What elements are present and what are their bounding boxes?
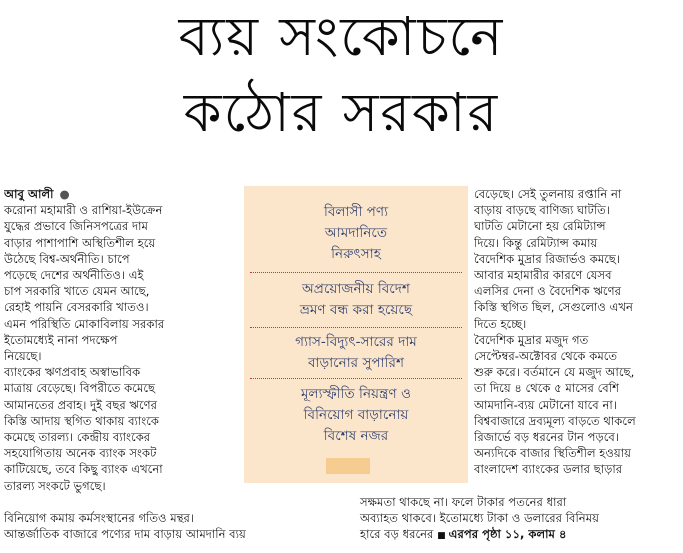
body-line: আমদানি-ব্যয় মেটানো যাবে না।	[474, 397, 617, 412]
body-line: রেহাই পায়নি বেসরকারি খাতও।	[4, 300, 149, 315]
body-line: বেড়েছে। সেই তুলনায় রপ্তানি না	[474, 187, 622, 201]
dotted-divider	[250, 327, 462, 328]
headline-line-2: কঠোর সরকার	[183, 81, 500, 144]
highlight-item	[244, 384, 468, 447]
bottom-line-1-left: বিনিয়োগ কমায় কর্মসংস্থানের গতিও মন্থর।	[4, 511, 195, 525]
body-line: কমেছে তারল্য। কেন্দ্রীয় ব্যাংকের	[4, 430, 151, 445]
body-line: সহযোগিতায় অনেক ব্যাংক সংকট	[4, 446, 157, 461]
headline-line-1: ব্যয় সংকোচনে	[178, 5, 505, 68]
highlight-item	[244, 279, 468, 321]
highlight-item	[244, 332, 468, 374]
body-line: সেপ্টেম্বর-অক্টোবর থেকে কমতে	[474, 349, 618, 364]
highlight-line: ভ্রমণ বন্ধ করা হয়েছে	[299, 302, 413, 318]
body-line: পড়েছে দেশের অর্থনীতিও। এই	[4, 268, 144, 283]
body-line: করোনা মহামারী ও রাশিয়া-ইউক্রেন	[4, 203, 163, 218]
decorative-swatch	[326, 458, 370, 474]
triangle-icon: ■	[437, 531, 446, 542]
body-line: উঠেছে বিশ্ব-অর্থনীতি। চাপে	[4, 251, 130, 266]
body-line: তা দিয়ে ৪ থেকে ৫ মাসের বেশি	[474, 381, 619, 396]
highlight-line: মূল্যস্ফীতি নিয়ন্ত্রণ ও	[300, 386, 412, 402]
highlight-line: বিলাসী পণ্য	[323, 204, 389, 220]
body-line: নিয়েছে।	[4, 349, 42, 364]
body-line: বাড়ায় বাড়ছে বাণিজ্য ঘাটতি।	[474, 203, 610, 218]
highlight-line: অপ্রয়োজনীয় বিদেশ	[302, 281, 410, 297]
right-column	[474, 186, 680, 478]
body-line: বাংলাদেশ ব্যাংকের ডলার ছাড়ার	[474, 462, 623, 477]
body-line: ইতোমধ্যেই নানা পদক্ষেপ	[4, 332, 118, 347]
body-line: অন্যদিকে বাজার স্থিতিশীল হওয়ায়	[474, 446, 631, 461]
bottom-line-2-left: আন্তর্জাতিক বাজারে পণ্যের দাম বাড়ায় আমদানি ব্যয়	[4, 527, 246, 542]
body-line: কাটিয়েছে, তবে কিছু ব্যাংক এখনো	[4, 462, 163, 477]
dotted-divider	[250, 272, 462, 273]
highlight-line: বাড়ানোর সুপারিশ	[307, 355, 405, 371]
body-line: বৈদেশিক মুদ্রার মজুদ গত	[474, 332, 589, 347]
left-column	[4, 186, 240, 494]
body-line: ব্যাংকের ঋণপ্রবাহ অস্বাভাবিক	[4, 365, 141, 380]
highlight-line: বিনিয়োগ বাড়ানোয়	[303, 407, 409, 423]
bottom-right-line-3-text: হারে বড় ধরনের	[360, 527, 434, 542]
continued-note	[437, 527, 566, 541]
body-line: এলসির দেনা ও বৈদেশিক ঋণের	[474, 284, 621, 299]
body-line: এমন পরিস্থিতি মোকাবিলায় সরকার	[4, 316, 165, 331]
body-line: বৈদেশিক মুদ্রার রিজার্ভও কমছে।	[474, 251, 621, 266]
continued-text: এরপর পৃষ্ঠা ১১, কলাম ৪	[448, 527, 567, 542]
highlight-line: গ্যাস-বিদ্যুৎ-সারের দাম	[295, 334, 417, 350]
highlights-box	[244, 186, 468, 483]
bottom-right-line-1: সক্ষমতা থাকছে না। ফলে টাকার পতনের ধারা	[360, 495, 567, 509]
highlight-line: বিশেষ নজর	[323, 428, 389, 444]
body-line: ঘাটতি মেটানো হয় রেমিট্যান্স	[474, 219, 606, 234]
body-line: দিয়ে। কিন্তু রেমিট্যান্স কমায়	[474, 235, 598, 250]
bottom-right-block	[360, 494, 680, 545]
body-line: কিস্তি স্থগিত ছিল, সেগুলোও এখন	[474, 300, 633, 315]
dotted-divider	[250, 378, 462, 379]
body-line: আমানতের প্রবাহ। দুই বছর ঋণের	[4, 397, 158, 412]
body-line: তারল্য সংকটে ভুগছে।	[4, 478, 106, 493]
body-line: কিস্তি আদায় স্থগিত থাকায় ব্যাংকে	[4, 413, 160, 428]
body-line: রিজার্ভে বড় ধরনের টান পড়বে।	[474, 430, 620, 445]
byline: আবু আলী ●	[4, 187, 70, 201]
body-line: বিশ্ববাজারে দ্রব্যমূল্য বাড়তে থাকলে	[474, 413, 636, 428]
body-line: মাত্রায় বেড়েছে। বিপরীতে কমেছে	[4, 381, 156, 396]
bullet-icon: ●	[55, 187, 70, 201]
highlight-item	[244, 202, 468, 265]
bottom-right-line-2: অব্যাহত থাকবে। ইতোমধ্যে টাকা ও ডলারের বিনিময়	[360, 511, 599, 526]
body-line: বাড়ার পাশাপাশি অস্থিতিশীল হয়ে	[4, 235, 156, 250]
highlight-line: নিরুৎসাহ	[331, 246, 381, 262]
highlight-line: আমদানিতে	[324, 225, 388, 241]
bottom-right-line-3	[360, 526, 680, 544]
body-line: দিতে হচ্ছে।	[474, 316, 527, 331]
body-line: শুরু করে। বর্তমানে যে মজুদ আছে,	[474, 365, 635, 380]
body-line: আবার মহামারীর কারণে যেসব	[474, 268, 612, 283]
body-line: যুদ্ধের প্রভাবে জিনিসপত্রের দাম	[4, 219, 148, 234]
body-line: চাপ সরকারি খাতে যেমন আছে,	[4, 284, 150, 299]
